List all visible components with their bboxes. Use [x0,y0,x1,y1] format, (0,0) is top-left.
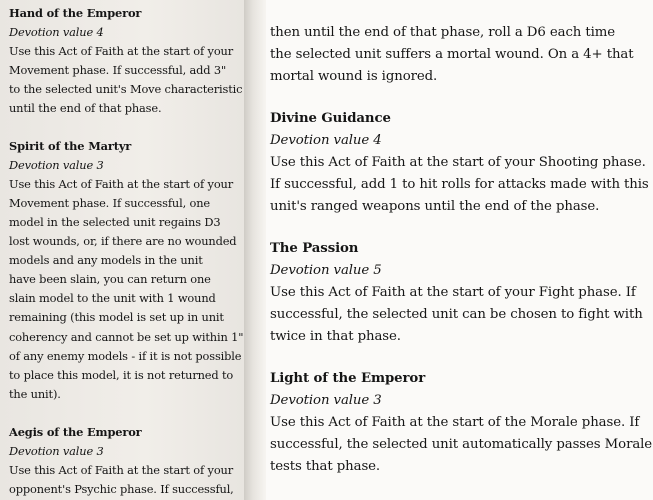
body-line: Use this Act of Faith at the start of your Shooting phase. [270,155,646,170]
body-line: Movement phase. If successful, one [9,195,210,210]
section-body [270,282,650,348]
body-line: the unit). [9,386,61,401]
section-spacer [270,88,650,108]
section-divine-guidance [270,108,650,218]
page-gutter [244,0,266,500]
devotion-value: Devotion value 4 [9,25,104,40]
section-body [270,412,653,478]
right-page [266,0,653,500]
devotion-value: Devotion value 3 [9,157,104,172]
body-line: successful, the selected unit can be chosen to fight with [270,307,643,322]
body-line: to place this model, it is not returned to [9,367,234,382]
body-line: then until the end of that phase, roll a D6 each time [270,25,616,40]
body-line: coherency and cannot be set up within 1" [9,329,244,344]
devotion-value: Devotion value 4 [270,133,382,148]
section-heading: The Passion [270,241,359,256]
body-line: model in the selected unit regains D3 [9,214,221,229]
body-line: models and any models in the unit [9,253,203,268]
body-line: Movement phase. If successful, add 3" [9,63,227,78]
section-heading: Spirit of the Martyr [9,138,132,153]
section-body [9,42,241,118]
body-line: to the selected unit's Move characteristic [9,82,243,97]
body-line: opponent's Psychic phase. If successful, [9,482,234,497]
left-page [0,0,244,500]
right-column [270,22,653,478]
devotion-value: Devotion value 3 [9,443,104,458]
section-aegis-of-the-emperor [9,423,241,499]
section-body [9,461,241,499]
section-hand-of-the-emperor [9,4,241,119]
devotion-value: Devotion value 5 [270,263,382,278]
body-line: lost wounds, or, if there are no wounded [9,234,237,249]
body-line: slain model to the unit with 1 wound [9,291,216,306]
body-line: Use this Act of Faith at the start of your [9,176,234,191]
body-line: remaining (this model is set up in unit [9,310,224,325]
body-line: Use this Act of Faith at the start of your [9,44,234,59]
devotion-value: Devotion value 3 [270,393,382,408]
section-spacer [270,218,650,238]
continuation-text [270,22,650,88]
section-body [9,175,244,404]
body-line: the selected unit suffers a mortal wound. On a 4+ that [270,47,634,62]
body-line: have been slain, you can return one [9,272,211,287]
body-line: Use this Act of Faith at the start of the Morale phase. If [270,415,640,430]
section-spacer [270,348,650,368]
section-the-passion [270,238,650,348]
body-line: until the end of that phase. [9,101,162,116]
section-spacer [9,404,241,423]
body-line: If successful, add 1 to hit rolls for attacks made with this [270,177,649,192]
section-spirit-of-the-martyr [9,137,244,404]
body-line: tests that phase. [270,459,381,474]
section-heading: Light of the Emperor [270,371,426,386]
body-line: Use this Act of Faith at the start of your Fight phase. If [270,285,636,300]
body-line: twice in that phase. [270,329,401,344]
body-line: successful, the selected unit automatically passes Morale [270,437,653,452]
body-line: mortal wound is ignored. [270,69,438,84]
section-heading: Divine Guidance [270,111,391,126]
section-heading: Hand of the Emperor [9,6,142,20]
section-spacer [9,119,241,137]
section-body [270,152,650,218]
body-line: Use this Act of Faith at the start of your [9,463,234,478]
left-column [9,4,244,499]
body-line: unit's ranged weapons until the end of the phase. [270,199,600,214]
section-light-of-the-emperor [270,368,653,478]
section-heading: Aegis of the Emperor [9,424,142,439]
body-line: of any enemy models - if it is not possible [9,348,242,363]
